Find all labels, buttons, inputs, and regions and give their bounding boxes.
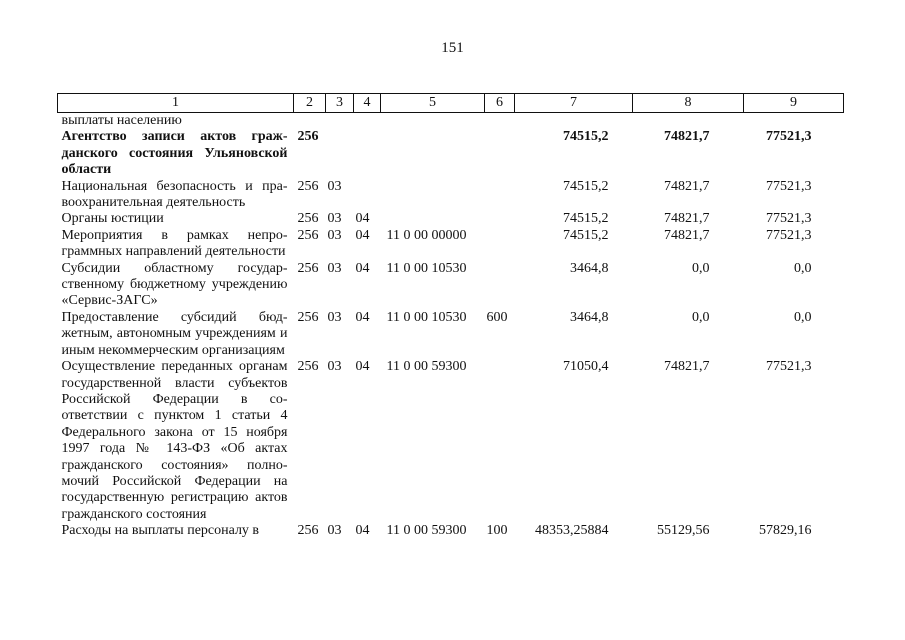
row-description: Субсидии областному государственному бюджетному учреждению «Сервис-ЗАГС» [61,260,288,309]
amount-column-9: 57829,16 [759,523,812,539]
page-number: 151 [441,40,464,56]
column-number-header [58,94,844,113]
target-article-code [381,179,485,212]
table-row [58,228,844,261]
target-article-code: 11 0 00 10530 [386,260,467,276]
row-description: Предоставление субсидий бюджетным, автономным учреждениям и иным некоммерческим организациям [61,309,288,358]
target-article-code: 11 0 00 10530 [386,309,467,325]
amount-column-8: 0,0 [692,260,710,276]
row-description: Агентство записи актов гражданского состояния Ульяновской области [61,129,288,178]
table-row [58,211,844,227]
target-article-code: 11 0 00 00000 [386,227,467,243]
row-description: Органы юстиции [61,211,164,227]
expense-type-code [485,211,515,227]
subsection-code: 04 [355,523,370,539]
table-body [58,113,844,540]
section-code: 03 [327,260,342,276]
admin-code: 256 [297,211,319,227]
section-code: 03 [327,359,342,375]
amount-column-7: 3464,8 [570,260,609,276]
table-row [58,179,844,212]
subsection-code: 04 [355,309,370,325]
subsection-code: 04 [355,260,370,276]
expense-type-code [485,129,515,178]
expense-type-code [485,359,515,523]
amount-column-9: 0,0 [794,260,812,276]
column-number: 6 [485,94,515,113]
amount-column-9: 0,0 [794,309,812,325]
amount-column-7 [515,113,633,130]
expense-type-code [485,113,515,130]
admin-code: 256 [297,523,319,539]
expense-type-code [485,179,515,212]
expense-type-code: 100 [486,523,508,539]
amount-column-8: 74821,7 [664,359,710,375]
target-article-code [381,211,485,227]
expense-type-code: 600 [486,309,508,325]
admin-code [294,113,326,130]
amount-column-9: 77521,3 [766,211,812,227]
amount-column-8 [633,113,744,130]
admin-code: 256 [297,309,319,325]
table-row [58,129,844,178]
amount-column-7: 71050,4 [563,359,609,375]
row-description: Мероприятия в рамках непрограммных направлений деятельности [61,227,288,260]
target-article-code: 11 0 00 59300 [386,359,467,375]
amount-column-7: 3464,8 [570,309,609,325]
table-row [58,113,844,130]
amount-column-9 [744,113,844,130]
column-number: 5 [381,94,485,113]
amount-column-8: 74821,7 [664,129,710,145]
target-article-code [381,129,485,178]
section-code: 03 [327,309,342,325]
budget-table [57,93,844,540]
section-code: 03 [327,178,342,194]
section-code [326,129,354,178]
subsection-code: 04 [355,359,370,375]
subsection-code: 04 [355,211,370,227]
admin-code: 256 [297,227,319,243]
subsection-code [354,179,381,212]
amount-column-7: 74515,2 [563,227,609,243]
column-number: 3 [326,94,354,113]
amount-column-9: 77521,3 [766,359,812,375]
amount-column-7: 74515,2 [563,211,609,227]
amount-column-8: 74821,7 [664,211,710,227]
target-article-code: 11 0 00 59300 [386,523,467,539]
row-description: Расходы на выплаты персоналу в [61,523,260,539]
column-number: 9 [744,94,844,113]
amount-column-8: 55129,56 [657,523,710,539]
row-description: выплаты населению [61,113,182,128]
amount-column-8: 0,0 [692,309,710,325]
column-number: 7 [515,94,633,113]
column-number: 8 [633,94,744,113]
amount-column-8: 74821,7 [664,178,710,194]
column-number: 4 [354,94,381,113]
amount-column-9: 77521,3 [766,129,812,145]
table-row [58,359,844,523]
expense-type-code [485,261,515,310]
amount-column-7: 74515,2 [563,129,609,145]
row-description: Осуществление переданных органам государственной власти субъектов Российской Федерации в соответствии с пунктом 1 статьи 4 Федерального закона от 15 ноября 1997 года № 143-ФЗ «Об актах гражданского состояния» полномочий Российской Федерации на государственную регистрацию актов гражданского состояния [61,359,288,522]
amount-column-7: 48353,25884 [535,523,609,539]
table-row [58,310,844,359]
subsection-code: 04 [355,227,370,243]
amount-column-9: 77521,3 [766,178,812,194]
section-code: 03 [327,227,342,243]
section-code: 03 [327,211,342,227]
amount-column-7: 74515,2 [563,178,609,194]
subsection-code [354,113,381,130]
admin-code: 256 [297,260,319,276]
amount-column-9: 77521,3 [766,227,812,243]
admin-code: 256 [297,359,319,375]
admin-code: 256 [297,178,319,194]
section-code [326,113,354,130]
column-number: 1 [58,94,294,113]
table-row [58,523,844,539]
column-number: 2 [294,94,326,113]
amount-column-8: 74821,7 [664,227,710,243]
subsection-code [354,129,381,178]
row-description: Национальная безопасность и правоохранительная деятельность [61,178,288,211]
section-code: 03 [327,523,342,539]
expense-type-code [485,228,515,261]
target-article-code [381,113,485,130]
table-row [58,261,844,310]
admin-code: 256 [297,129,319,145]
